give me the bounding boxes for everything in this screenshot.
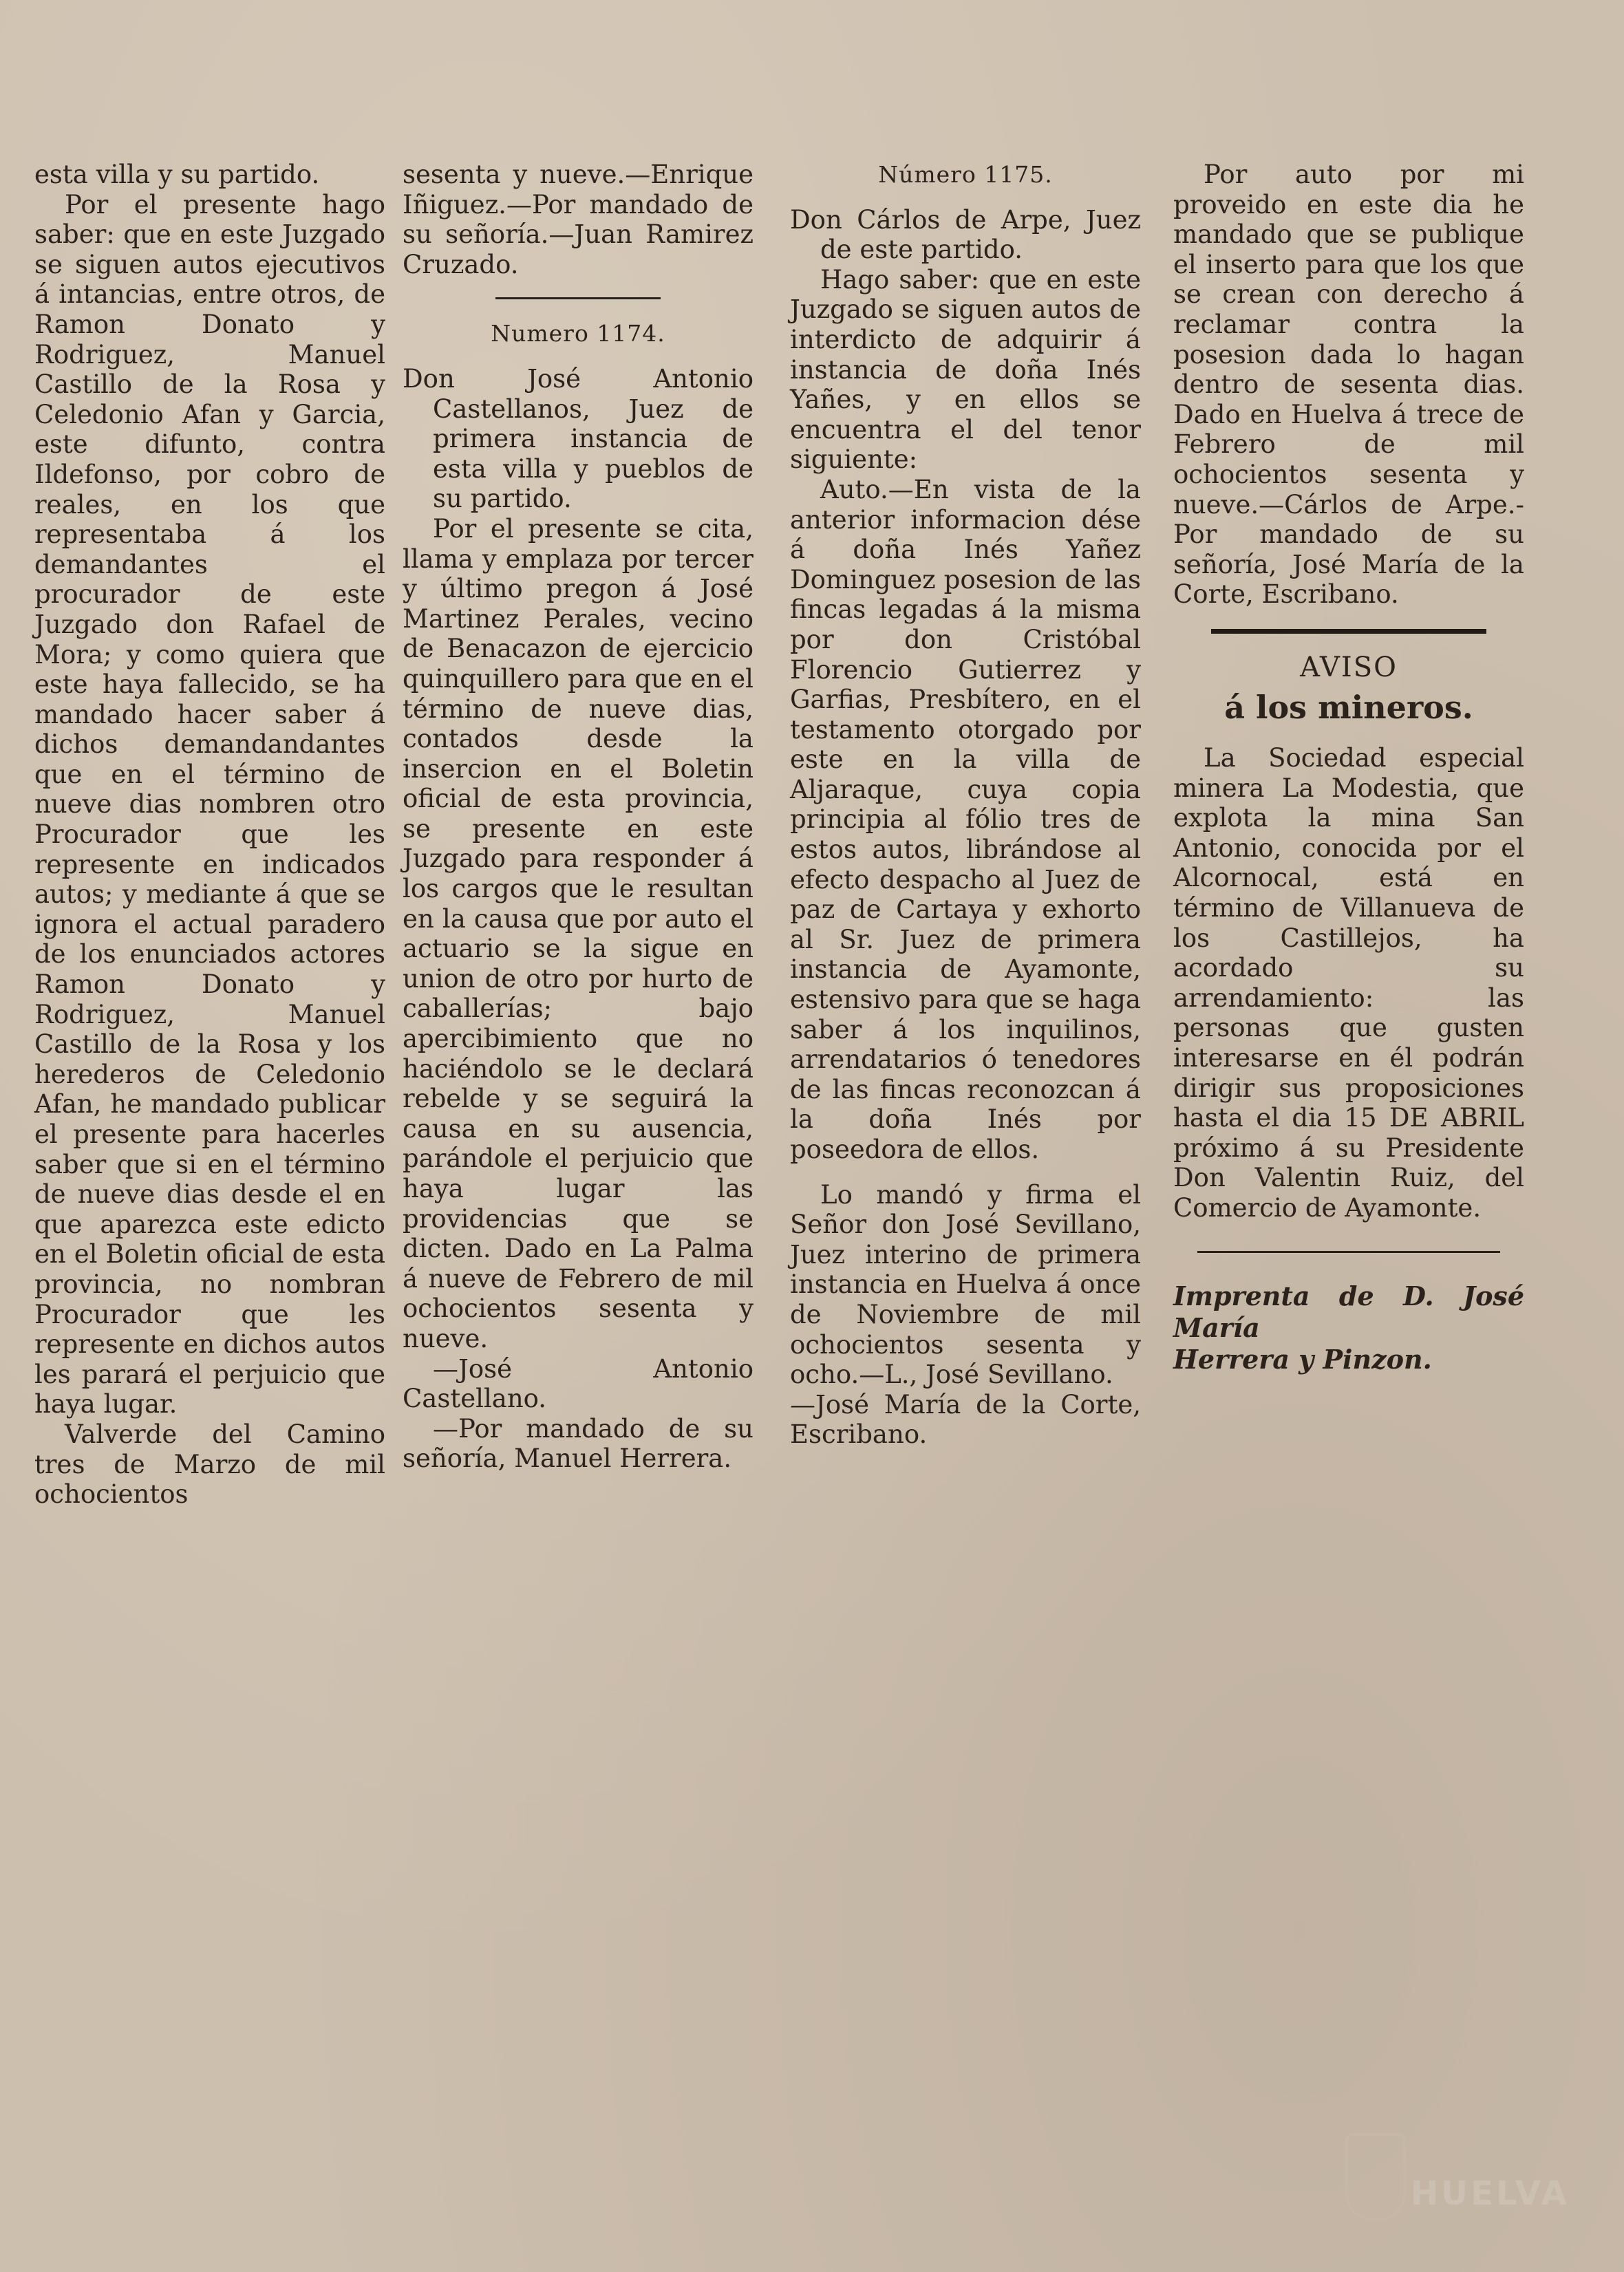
notice-1175-closing: Lo mandó y firma el Señor don José Sevillano, Juez interino de primera instancia en Huelva á once de Noviembre de mil ochocientos sesenta y ocho.—L., José Sevillano.: [790, 1179, 1141, 1390]
notice-number-1175: Número 1175.: [878, 161, 1053, 188]
notice-1175-auto: Auto.—En vista de la anterior informacion dése á doña Inés Yañez Dominguez posesion de las fincas legadas á la misma por don Cristóbal Florencio Gutierrez y Garfias, Presbítero, en el testamento otorgado por este en la villa de Aljaraque, cuya copia principia al fólio tres de estos autos, librándose al efecto despacho al Juez de paz de Cartaya y exhorto al Sr. Juez de primera instancia de Ayamonte, estensivo para que se haga saber á los inquilinos, arrendatarios ó tenedores de las fincas reconozcan á la doña Inés por poseedora de ellos.: [790, 474, 1141, 1164]
thick-separator-rule: [1211, 629, 1486, 634]
notice-1174-body: Por el presente se cita, llama y emplaza por tercer y último pregon á José Martinez Perales, vecino de Benacazon de ejercicio quinquillero para que en el término de nueve dias, contados desde la insercion en el Boletin oficial de esta provincia, se presente en este Juzgado para responder á los cargos que le resultan en la causa que por auto el actuario se la sigue en union de otro por hurto de caballerías; bajo apercibimiento que no haciéndolo se le declará rebelde y se seguirá la causa en su ausencia, parándole el perjuicio que haya lugar las providencias que se dicten. Dado en La Palma á nueve de Febrero de mil ochocientos sesenta y nueve.: [403, 513, 754, 1353]
notice-1174-signature-judge: —José Antonio Castellano.: [403, 1353, 754, 1414]
printer-imprint-line2: Herrera y Pinzon.: [1173, 1343, 1432, 1375]
city-seal-watermark-icon: [1345, 2133, 1406, 2221]
column1-continuation: esta villa y su partido.: [34, 160, 320, 189]
separator-rule: [495, 297, 661, 299]
column-4: [1173, 160, 1524, 1375]
notice-1175-intro: Hago saber: que en este Juzgado se siguen autos de interdicto de adquirir á instancia de doña Inés Yañes, y en ellos se encuentra el del tenor siguiente:: [790, 264, 1141, 475]
column-1: [34, 160, 385, 1510]
edict-valverde-signature: sesenta y nueve.—Enrique Iñiguez.—Por mandado de su señoría.—Juan Ramirez Cruzado.: [403, 160, 754, 279]
notice-1174-signature-clerk: —Por mandado de su señoría, Manuel Herrera.: [403, 1413, 754, 1474]
separator-rule: [1197, 1251, 1500, 1253]
edict-valverde-body: Por el presente hago saber: que en este Juzgado se siguen autos ejecutivos á intancias, entre otros, de Ramon Donato y Rodriguez, Manuel Castillo de la Rosa y Celedonio Afan y Garcia, este difunto, contra Ildefonso, por cobro de reales, en los que representaba á los demandantes el procurador de este Juzgado don Rafael de Mora; y como quiera que este haya fallecido, se ha mandado hacer saber á dichos demandandantes que en el término de nueve dias nombren otro Procurador que les represente en indicados autos; y mediante á que se ignora el actual paradero de los enunciados actores Ramon Donato y Rodriguez, Manuel Castillo de la Rosa y los herederos de Celedonio Afan, he mandado publicar el presente para hacerles saber que si en el término de nueve dias desde el en que aparezca este edicto en el Boletin oficial de esta provincia, no nombran Procurador que les represente en dichos autos les parará el perjuicio que haya lugar.: [34, 189, 385, 1419]
notice-number-1174: Numero 1174.: [491, 320, 665, 347]
edict-valverde-date: Valverde del Camino tres de Marzo de mil ochocientos: [34, 1419, 385, 1510]
column-2: [403, 160, 754, 1474]
notice-1175-signature: —José María de la Corte, Escribano.: [790, 1389, 1141, 1450]
printer-imprint-line1: Imprenta de D. José María: [1173, 1280, 1524, 1343]
aviso-title: AVISO: [1300, 651, 1398, 683]
notice-1175-official: Don Cárlos de Arpe, Juez de este partido.: [790, 204, 1141, 265]
column-3: [790, 160, 1141, 1450]
archive-watermark: HUELVA: [1411, 2174, 1570, 2213]
aviso-body: La Sociedad especial minera La Modestia, que explota la mina San Antonio, conocida por el Alcornocal, está en término de Villanueva de los Castillejos, ha acordado su arrendamiento: las personas que gusten interesarse en él podrán dirigir sus proposiciones hasta el dia 15 DE ABRIL próximo á su Presidente Don Valentin Ruiz, del Comercio de Ayamonte.: [1173, 743, 1524, 1223]
notice-1175-order: Por auto por mi proveido en este dia he mandado que se publique el inserto para que los que se crean con derecho á reclamar contra la posesion dada lo hagan dentro de sesenta dias. Dado en Huelva á trece de Febrero de mil ochocientos sesenta y nueve.—Cárlos de Arpe.-Por mandado de su señoría, José María de la Corte, Escribano.: [1173, 160, 1524, 610]
notice-1174-official: Don José Antonio Castellanos, Juez de primera instancia de esta villa y pueblos de su partido.: [403, 363, 754, 514]
aviso-subtitle: á los mineros.: [1224, 688, 1473, 726]
